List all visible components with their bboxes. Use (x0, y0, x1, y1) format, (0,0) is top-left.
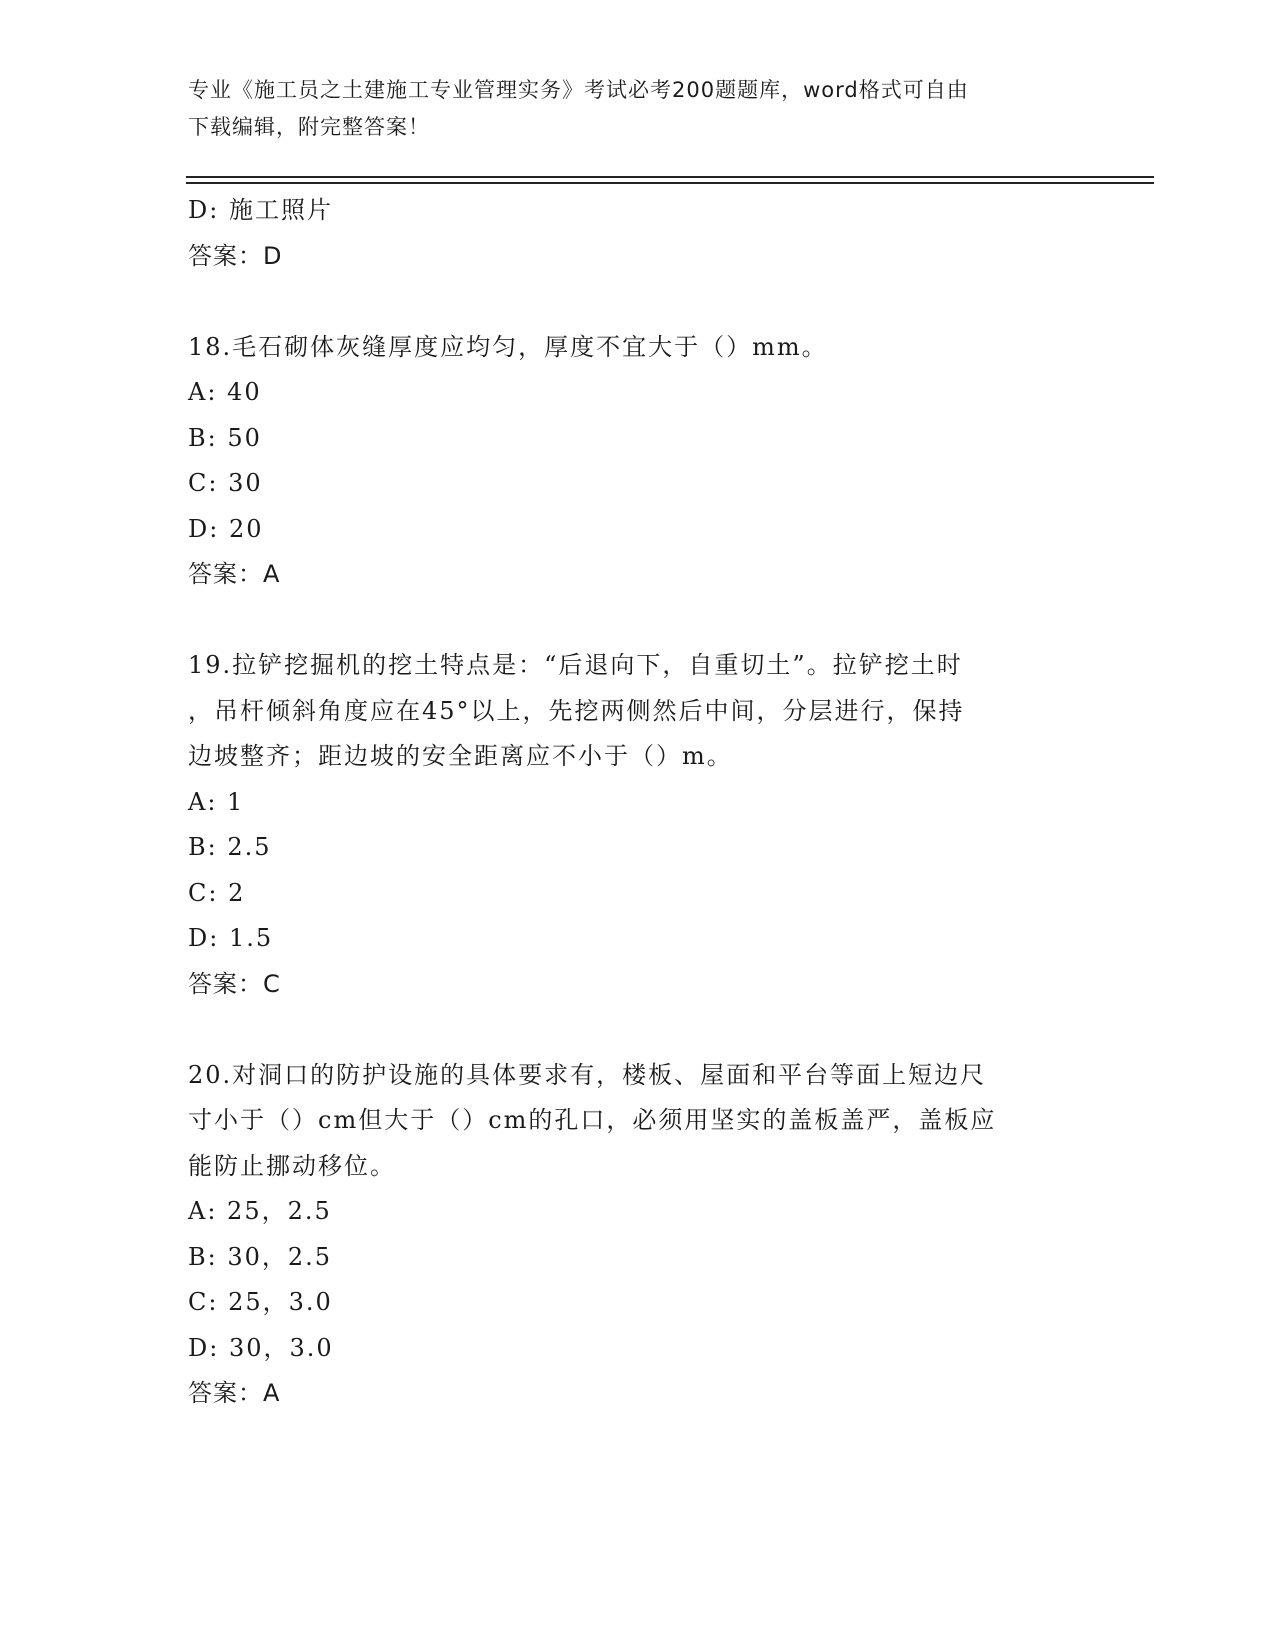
q20-option-c: C: 25，3.0 (188, 1288, 333, 1316)
q18-option-a: A: 40 (188, 378, 262, 406)
q19-answer: 答案：C (188, 969, 281, 998)
header-divider-bottom (186, 182, 1154, 184)
spacer (188, 598, 1088, 644)
q19-option-a: A: 1 (188, 787, 245, 816)
q20-stem-line-3: 能防止挪动移位。 (188, 1151, 396, 1180)
q20-option-d: D: 30，3.0 (188, 1333, 334, 1362)
header-title-line-2: 下载编辑，附完整答案！ (188, 115, 430, 139)
q20-stem-line-1: 20.对洞口的防护设施的具体要求有，楼板、屋面和平台等面上短边尺 (188, 1060, 987, 1089)
header-divider-top (186, 176, 1154, 178)
spacer (188, 1007, 1088, 1053)
q20-option-b: B: 30，2.5 (188, 1242, 333, 1271)
q18-option-d: D: 20 (188, 514, 264, 543)
q18-option-c: C: 30 (188, 469, 263, 497)
q19-stem-line-1: 19.拉铲挖掘机的挖土特点是：“后退向下，自重切土”。拉铲挖土时 (188, 651, 963, 679)
header-title-line-1: 专业《施工员之土建施工专业管理实务》考试必考200题题库，word格式可自由 (188, 78, 969, 102)
q19-option-b: B: 2.5 (188, 833, 272, 861)
q20-stem-line-2: 寸小于（）cm但大于（）cm的孔口，必须用坚实的盖板盖严，盖板应 (188, 1106, 997, 1134)
prev-answer: 答案：D (188, 241, 283, 270)
q19-stem-line-3: 边坡整齐；距边坡的安全距离应不小于（）m。 (188, 742, 733, 770)
document-header (188, 72, 1068, 146)
q20-answer: 答案：A (188, 1379, 281, 1407)
prev-option-d: D: 施工照片 (188, 196, 333, 224)
q18-answer: 答案：A (188, 560, 281, 588)
q19-option-d: D: 1.5 (188, 924, 274, 952)
q18-option-b: B: 50 (188, 423, 262, 452)
q18-stem: 18.毛石砌体灰缝厚度应均匀，厚度不宜大于（）mm。 (188, 332, 828, 361)
document-body (188, 188, 1088, 1417)
q19-option-c: C: 2 (188, 878, 246, 907)
q20-option-a: A: 25，2.5 (188, 1197, 332, 1225)
spacer (188, 279, 1088, 325)
q19-stem-line-2: ，吊杆倾斜角度应在45°以上，先挖两侧然后中间，分层进行，保持 (188, 696, 965, 725)
